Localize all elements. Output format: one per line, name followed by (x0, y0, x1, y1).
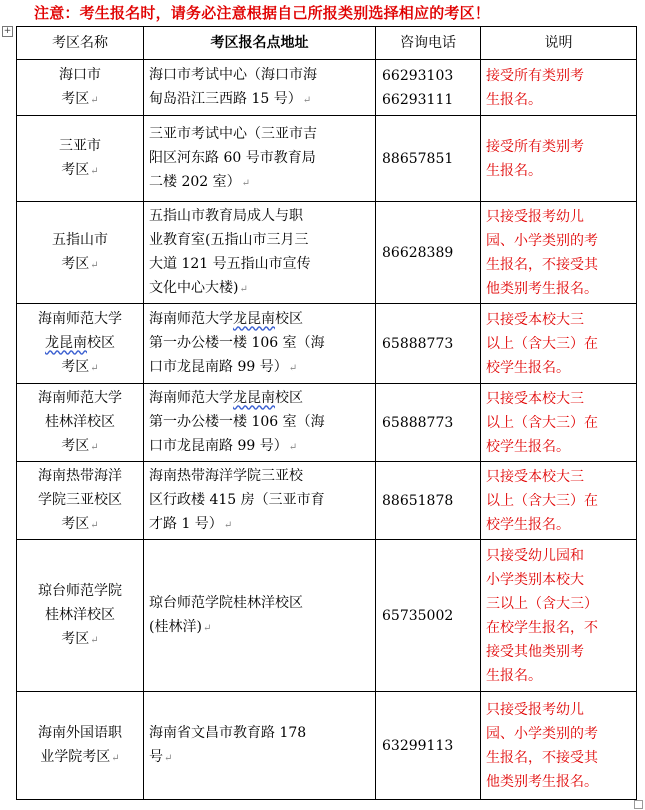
note-cell (481, 692, 637, 800)
cell-text: 第一办公楼一楼 106 室（海 (149, 334, 325, 351)
region-name-cell (17, 202, 144, 304)
exam-region-table (16, 26, 637, 800)
cell-line: 业教育室(五指山市三月三 (149, 231, 309, 248)
phone-cell (376, 462, 481, 540)
notice-text: 注意：考生报名时，请务必注意根据自己所报类别选择相应的考区！ (34, 4, 491, 22)
paragraph-mark-icon: ↵ (223, 519, 233, 531)
cell-line: 三亚市 (59, 137, 101, 154)
note-cell (481, 304, 637, 384)
table-row (17, 540, 637, 692)
cell-line: 考区↵ (61, 630, 99, 647)
phone-cell (376, 692, 481, 800)
paragraph-mark-icon: ↵ (90, 362, 99, 374)
cell-line: 海南热带海洋 (38, 467, 122, 484)
cell-text: 校区 (275, 310, 303, 327)
cell-line: 66293103 (382, 67, 454, 84)
cell-line: 只接受本校大三 (486, 311, 584, 328)
spellcheck-underline: 龙昆南 (233, 310, 275, 327)
cell-line: 三亚市考试中心（三亚市吉 (149, 125, 317, 142)
cell-line (149, 331, 370, 355)
header-region-name: 考区名称 (17, 27, 144, 60)
cell-line: 生报名。 (486, 162, 542, 179)
cell-line: 生报名，不接受其 (486, 749, 598, 766)
cell-line: 琼台师范学院 (38, 582, 122, 599)
address-cell (144, 384, 376, 462)
cell-line: 只接受幼儿园和 (486, 547, 584, 564)
cell-line: 在校学生报名，不 (486, 619, 598, 636)
table-header-row (17, 27, 637, 60)
cell-line: 66293111 (382, 91, 454, 108)
phone-cell (376, 202, 481, 304)
cell-line: 海南师范大学 (38, 389, 122, 406)
address-cell (144, 462, 376, 540)
cell-line (149, 307, 370, 331)
note-cell (481, 116, 637, 202)
address-cell (144, 692, 376, 800)
spellcheck-underline: 龙昆南 (45, 334, 87, 351)
cell-text: 校区 (275, 389, 303, 406)
paragraph-mark-icon: ↵ (90, 519, 99, 531)
paragraph-mark-icon: ↵ (239, 283, 248, 295)
paragraph-mark-icon: ↵ (90, 441, 99, 453)
cell-line: 只接受报考幼儿 (486, 701, 584, 718)
cell-line: 他类别考生报名。 (486, 280, 598, 297)
paragraph-mark-icon: ↵ (164, 752, 173, 764)
cell-line: 65888773 (382, 414, 454, 431)
cell-line: 海口市 (59, 66, 101, 83)
address-cell (144, 540, 376, 692)
address-cell (144, 116, 376, 202)
cell-line: 以上（含大三）在 (486, 414, 598, 431)
table-row (17, 462, 637, 540)
cell-line: 业学院考区↵ (40, 748, 120, 765)
cell-text: 校区 (87, 334, 115, 351)
region-name-cell (17, 384, 144, 462)
table-body (17, 60, 637, 800)
cell-line (22, 355, 138, 381)
address-cell (144, 304, 376, 384)
paragraph-mark-icon: ↵ (241, 177, 251, 189)
phone-cell (376, 540, 481, 692)
phone-cell (376, 60, 481, 116)
cell-line (149, 355, 370, 381)
region-name-cell (17, 540, 144, 692)
cell-line (149, 386, 370, 410)
cell-text: 考区 (61, 358, 90, 375)
cell-line: 学院三亚校区 (38, 491, 122, 508)
paragraph-mark-icon: ↵ (288, 362, 298, 374)
note-cell (481, 462, 637, 540)
cell-line: 桂林洋校区 (45, 606, 115, 623)
cell-line: 只接受本校大三 (486, 468, 584, 485)
paragraph-mark-icon: ↵ (90, 94, 99, 106)
table-row (17, 202, 637, 304)
cell-line: 海口市考试中心（海口市海 (149, 66, 317, 83)
region-name-cell (17, 692, 144, 800)
cell-line: 阳区河东路 60 号市教育局 (149, 149, 316, 166)
table-row (17, 116, 637, 202)
cell-line (149, 434, 370, 460)
cell-line: 小学类别本校大 (486, 571, 584, 588)
cell-line: 86628389 (382, 244, 454, 261)
paragraph-mark-icon: ↵ (111, 752, 120, 764)
address-cell (144, 202, 376, 304)
cell-line: 海南外国语职 (38, 724, 122, 741)
cell-line: 甸岛沿江三西路 15 号）↵ (149, 90, 312, 107)
cell-line: 63299113 (382, 737, 454, 754)
cell-line: 65735002 (382, 607, 454, 624)
cell-line: 考区↵ (61, 437, 99, 454)
cell-line: 生报名。 (486, 667, 542, 684)
paragraph-mark-icon: ↵ (90, 165, 99, 177)
cell-line: 考区↵ (61, 255, 99, 272)
note-cell (481, 202, 637, 304)
table-move-handle-icon[interactable]: + (3, 26, 12, 36)
cell-line: 校学生报名。 (486, 516, 570, 533)
cell-text: 第一办公楼一楼 106 室（海 (149, 413, 325, 430)
region-name-cell (17, 116, 144, 202)
cell-line: 接受其他类别考 (486, 643, 584, 660)
table-row (17, 384, 637, 462)
paragraph-mark-icon: ↵ (288, 441, 298, 453)
cell-line: 海南热带海洋学院三亚校 (149, 467, 303, 484)
table-row (17, 692, 637, 800)
paragraph-mark-icon: ↵ (202, 622, 212, 634)
cell-line: 以上（含大三）在 (486, 492, 598, 509)
cell-text: 口市龙昆南路 99 号） (149, 437, 288, 454)
cell-line: 园、小学类别的考 (486, 725, 598, 742)
note-cell (481, 540, 637, 692)
cell-line: 只接受本校大三 (486, 390, 584, 407)
cell-line: 区行政楼 415 房（三亚市育 (149, 491, 325, 508)
phone-cell (376, 116, 481, 202)
cell-line: 88657851 (382, 150, 454, 167)
header-address: 考区报名点地址 (144, 27, 376, 60)
end-of-cell-mark (634, 800, 643, 809)
cell-line: (桂林洋)↵ (149, 618, 212, 635)
cell-line: 以上（含大三）在 (486, 335, 598, 352)
note-cell (481, 384, 637, 462)
table-row (17, 60, 637, 116)
cell-line (22, 331, 138, 355)
cell-line: 考区↵ (61, 161, 99, 178)
cell-line: 接受所有类别考 (486, 67, 584, 84)
cell-line: 三以上（含大三） (486, 595, 598, 612)
cell-line: 才路 1 号）↵ (149, 515, 233, 532)
spellcheck-underline: 龙昆南 (233, 389, 275, 406)
note-cell (481, 60, 637, 116)
cell-line: 园、小学类别的考 (486, 232, 598, 249)
cell-line: 生报名，不接受其 (486, 256, 598, 273)
paragraph-mark-icon: ↵ (90, 259, 99, 271)
cell-line: 他类别考生报名。 (486, 773, 598, 790)
cell-line: 大道 121 号五指山市宣传 (149, 255, 311, 272)
cell-line (22, 307, 138, 331)
address-cell (144, 60, 376, 116)
cell-line: 海南省文昌市教育路 178 (149, 724, 307, 741)
region-name-cell (17, 304, 144, 384)
header-note: 说明 (481, 27, 637, 60)
cell-line: 接受所有类别考 (486, 138, 584, 155)
cell-line: 二楼 202 室）↵ (149, 173, 251, 190)
cell-text: 海南师范大学 (149, 389, 233, 406)
paragraph-mark-icon: ↵ (90, 634, 99, 646)
phone-cell (376, 384, 481, 462)
phone-cell (376, 304, 481, 384)
paragraph-mark-icon: ↵ (302, 94, 312, 106)
cell-line (149, 410, 370, 434)
cell-line: 桂林洋校区 (45, 413, 115, 430)
cell-line: 生报名。 (486, 91, 542, 108)
region-name-cell (17, 60, 144, 116)
cell-line: 五指山市教育局成人与职 (149, 207, 303, 224)
cell-line: 考区↵ (61, 515, 99, 532)
cell-line: 琼台师范学院桂林洋校区 (149, 594, 303, 611)
table-row (17, 304, 637, 384)
cell-line: 校学生报名。 (486, 438, 570, 455)
cell-text: 口市龙昆南路 99 号） (149, 358, 288, 375)
cell-line: 考区↵ (61, 90, 99, 107)
header-phone: 咨询电话 (376, 27, 481, 60)
cell-line: 号↵ (149, 748, 173, 765)
cell-text: 海南师范大学 (38, 310, 122, 327)
cell-line: 只接受报考幼儿 (486, 208, 584, 225)
region-name-cell (17, 462, 144, 540)
cell-text: 海南师范大学 (149, 310, 233, 327)
cell-line: 五指山市 (52, 231, 108, 248)
cell-line: 65888773 (382, 335, 454, 352)
cell-line: 文化中心大楼)↵ (149, 279, 248, 296)
cell-line: 88651878 (382, 492, 454, 509)
cell-line: 校学生报名。 (486, 359, 570, 376)
